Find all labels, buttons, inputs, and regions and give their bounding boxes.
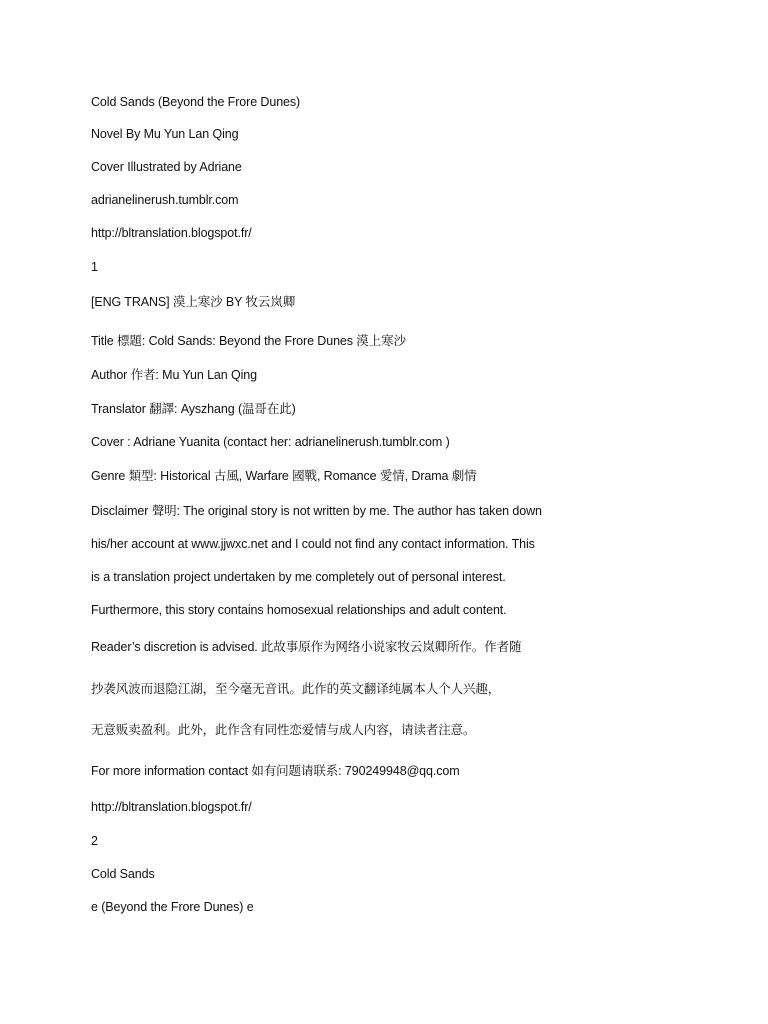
doc-tumblr-text: adrianelinerush.tumblr.com <box>91 193 239 207</box>
doc-title: Cold Sands (Beyond the Frore Dunes) <box>91 95 301 109</box>
meta-translator: Translator 翻譯: Ayszhang (温哥在此) <box>91 402 296 416</box>
meta-author: Author 作者: Mu Yun Lan Qing <box>91 368 258 382</box>
disclaimer-line: Furthermore, this story contains homosexual relationships and adult content. <box>91 603 507 617</box>
disclaimer-line: is a translation project undertaken by me completely out of personal interest. <box>91 570 506 584</box>
doc-blog-url: http://bltranslation.blogspot.fr/ <box>91 226 252 240</box>
section-heading: [ENG TRANS] 漠上寒沙 BY 牧云岚卿 <box>91 295 296 309</box>
page-number: 1 <box>91 260 98 274</box>
chapter-title: Cold Sands <box>91 867 155 881</box>
doc-blog-url: http://bltranslation.blogspot.fr/ <box>91 800 252 814</box>
chapter-subtitle: e (Beyond the Frore Dunes) e <box>91 900 254 914</box>
disclaimer-line: Reader’s discretion is advised. 此故事原作为网络小说家牧云岚卿所作。作者随 <box>91 640 522 654</box>
disclaimer-line: his/her account at www.jjwxc.net and I could not find any contact information. This <box>91 537 535 551</box>
disclaimer-line: 无意贩卖盈利。此外，此作含有同性恋爱情与成人内容，请读者注意。 <box>91 723 476 737</box>
disclaimer-line: 抄袭风波而退隐江湖，至今毫无音讯。此作的英文翻译纯属本人个人兴趣， <box>91 682 501 696</box>
meta-genre: Genre 類型: Historical 古風, Warfare 國戰, Romance 愛情, Drama 劇情 <box>91 469 477 483</box>
meta-title: Title 標題: Cold Sands: Beyond the Frore Dunes 漠上寒沙 <box>91 334 406 348</box>
doc-author-line: Novel By Mu Yun Lan Qing <box>91 127 239 141</box>
contact-line: For more information contact 如有问题请联系: 790249948@qq.com <box>91 764 460 778</box>
page-number: 2 <box>91 834 98 848</box>
doc-cover-line: Cover Illustrated by Adriane <box>91 160 242 174</box>
meta-cover: Cover : Adriane Yuanita (contact her: adrianelinerush.tumblr.com ) <box>91 435 450 449</box>
disclaimer-line: Disclaimer 聲明: The original story is not written by me. The author has taken down <box>91 504 542 518</box>
